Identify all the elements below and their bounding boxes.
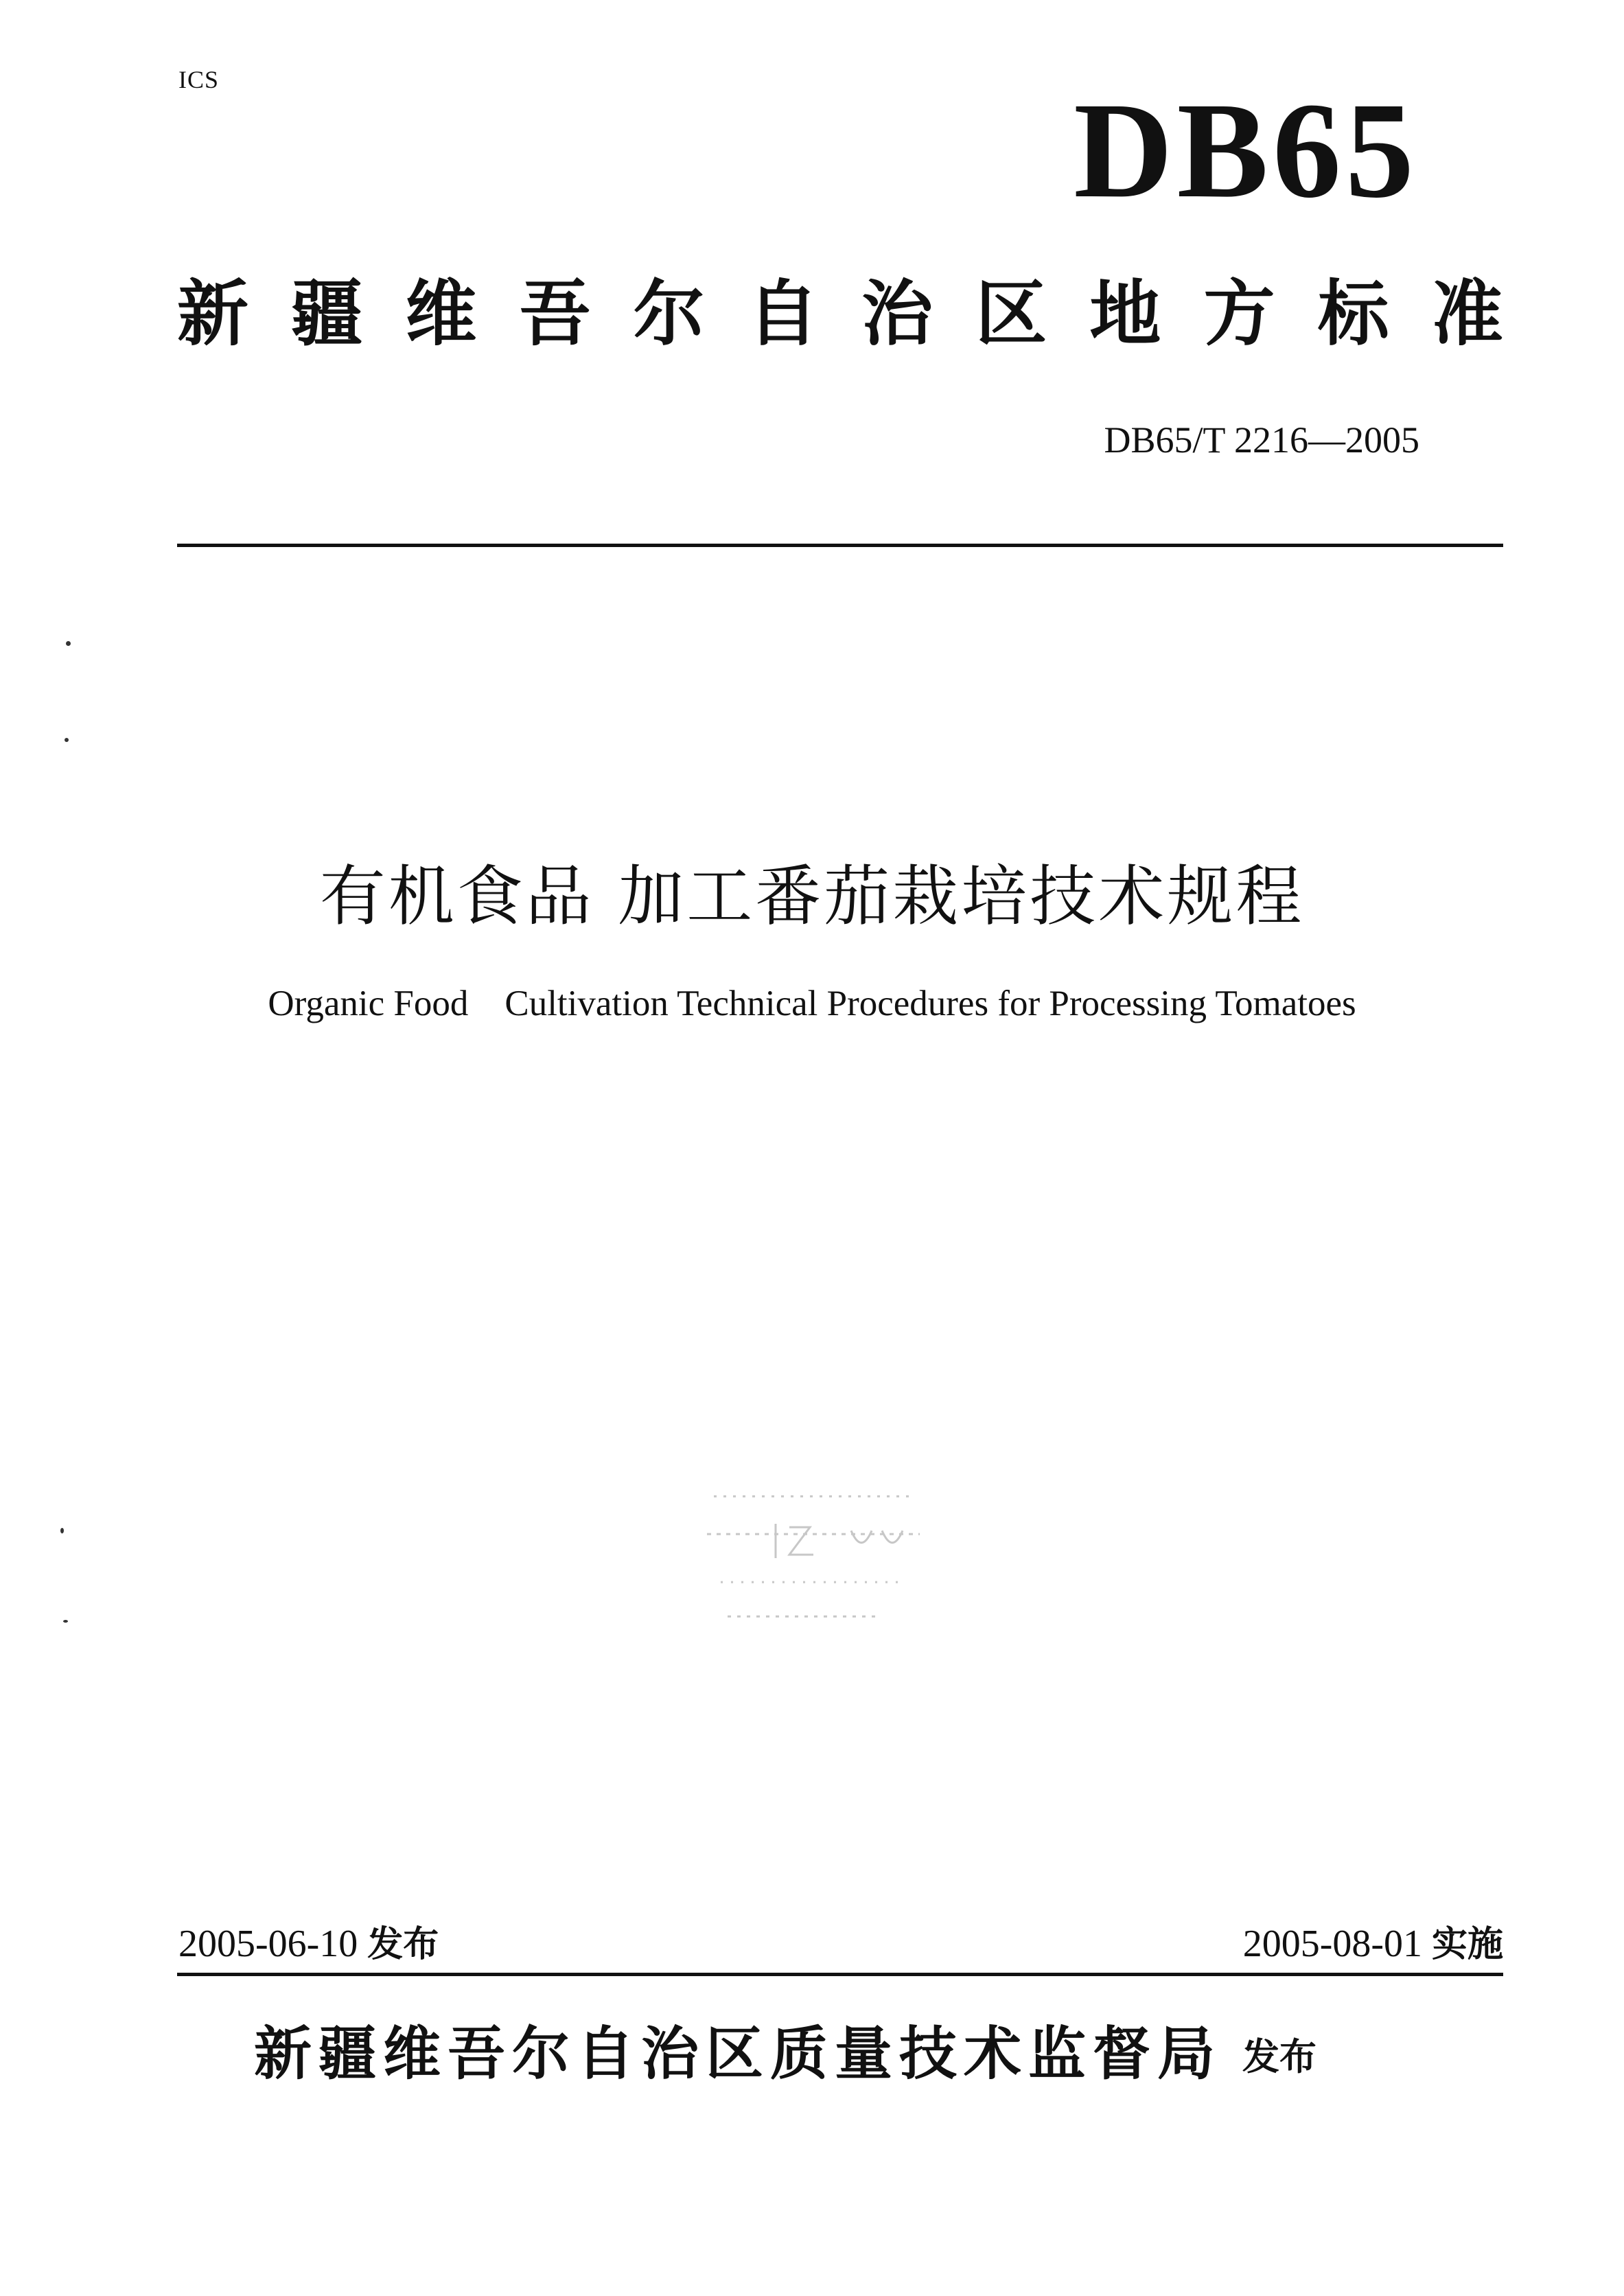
standard-type-char: 新 — [177, 272, 249, 356]
publish-label: 发布 — [367, 1924, 439, 1965]
standard-code: DB65/T 2216—2005 — [1104, 419, 1419, 461]
standard-type-char: 治 — [861, 272, 933, 356]
issuer-line — [254, 2019, 1317, 2087]
implement-date-value: 2005-08-01 — [1242, 1923, 1422, 1965]
scan-speck — [60, 1528, 64, 1533]
standard-type-char: 区 — [975, 272, 1047, 356]
standard-type-title — [177, 272, 1503, 356]
scan-speck — [63, 1620, 68, 1623]
standard-type-char: 准 — [1431, 272, 1503, 356]
scan-speck — [66, 641, 71, 646]
ics-label: ICS — [178, 66, 220, 93]
standard-type-char: 地 — [1089, 272, 1161, 356]
top-divider — [177, 544, 1503, 547]
document-title-chinese: 有机食品 加工番茄栽培技术规程 — [319, 858, 1305, 935]
standard-type-char: 疆 — [291, 272, 363, 356]
standard-type-char: 标 — [1317, 272, 1389, 356]
standard-type-char: 方 — [1203, 272, 1275, 356]
scan-speck — [65, 738, 69, 742]
bottom-divider — [177, 1973, 1503, 1976]
issuer-name: 新疆维吾尔自治区质量技术监督局 — [254, 2019, 1222, 2087]
standard-type-char: 吾 — [519, 272, 591, 356]
document-title-english: Organic Food Cultivation Technical Procedures for Processing Tomatoes — [268, 984, 1356, 1023]
implement-label: 实施 — [1431, 1924, 1503, 1965]
issuer-suffix: 发布 — [1242, 2035, 1317, 2078]
standard-type-char: 自 — [747, 272, 819, 356]
publish-date-value: 2005-06-10 — [178, 1923, 358, 1965]
standard-mark: DB65 — [1074, 75, 1418, 227]
standard-type-char: 尔 — [633, 272, 705, 356]
faded-stamp-mark — [700, 1469, 927, 1647]
standard-type-char: 维 — [405, 272, 477, 356]
publish-date — [178, 1915, 439, 1967]
implement-date — [1243, 1915, 1503, 1967]
